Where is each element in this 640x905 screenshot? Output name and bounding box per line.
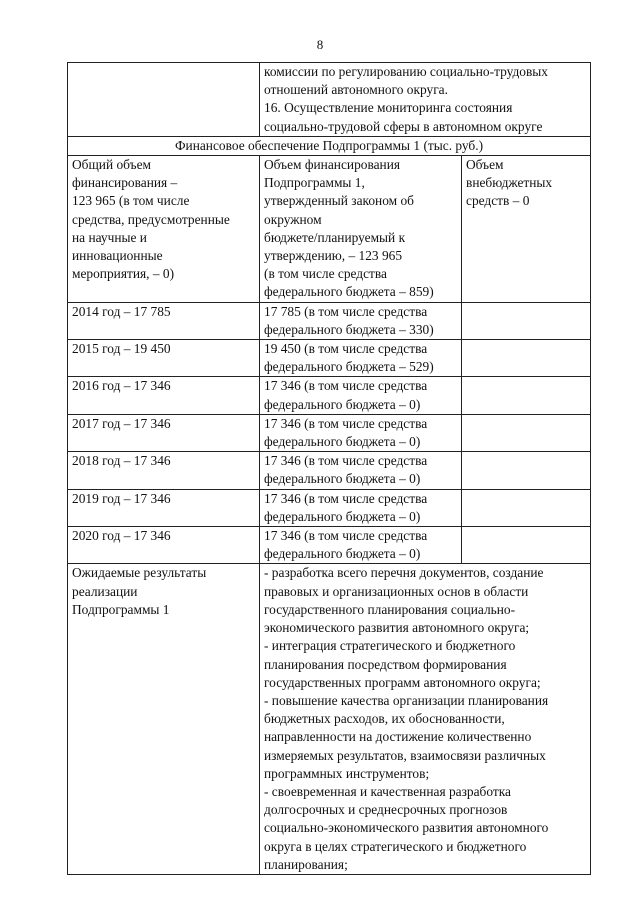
year-budget-text: 17 785 (в том числе средства федерального бюджета – 330) — [264, 303, 434, 337]
activities-line: комиссии по регулированию социально-трудовых — [264, 64, 548, 79]
expected-results-label-cell — [68, 564, 260, 874]
year-row — [68, 527, 591, 564]
activities-line: социально-трудовой сферы в автономном округе — [264, 118, 543, 134]
activities-line: отношений автономного округа. — [264, 82, 448, 98]
year-budget-cell — [260, 414, 462, 451]
budget-financing-cell — [260, 156, 462, 303]
year-total-cell: 2016 год – 17 346 — [68, 377, 260, 414]
budget-financing-text: Объем финансирования Подпрограммы 1, утвержденный законом об окружном бюджете/планируемый к утверждению, – 123 965 (в том числе средства федерального бюджета – 859) — [264, 157, 434, 300]
year-extrabudgetary-cell — [462, 302, 591, 339]
year-total-cell: 2019 год – 17 346 — [68, 489, 260, 526]
extrabudgetary-text: Объем внебюджетных средств – 0 — [466, 157, 553, 209]
year-budget-text: 17 346 (в том числе средства федерального бюджета – 0) — [264, 453, 428, 487]
total-financing-cell — [68, 156, 260, 303]
year-budget-cell — [260, 527, 462, 564]
year-extrabudgetary-cell — [462, 452, 591, 489]
activities-continuation-row — [68, 63, 591, 137]
year-budget-text: 17 346 (в том числе средства федерального бюджета – 0) — [264, 528, 428, 562]
year-extrabudgetary-cell — [462, 414, 591, 451]
year-budget-cell — [260, 302, 462, 339]
financing-total-row — [68, 156, 591, 303]
year-extrabudgetary-cell — [462, 377, 591, 414]
year-row — [68, 489, 591, 526]
year-budget-cell — [260, 340, 462, 377]
year-budget-cell — [260, 377, 462, 414]
expected-results-row — [68, 564, 591, 874]
activities-line: 16. Осуществление мониторинга состояния — [264, 100, 513, 116]
year-total-cell: 2015 год – 19 450 — [68, 340, 260, 377]
year-row — [68, 340, 591, 377]
year-budget-text: 19 450 (в том числе средства федерального бюджета – 529) — [264, 341, 434, 375]
year-budget-text: 17 346 (в том числе средства федерального бюджета – 0) — [264, 415, 428, 450]
year-extrabudgetary-cell — [462, 489, 591, 526]
expected-results-text: - разработка всего перечня документов, создание правовых и организационных основ в области государственного планирования социально- экономического развития автономного округа; - интеграция стратегического и бюджетного планирования посредством формирования государственных программ автономного округа; - повышение качества организации планирования бюджетных расходов, их обоснованности, направленности на достижение количественно измеряемых результатов, взаимосвязи различных программных инструментов; - своевременная и качественная разработка долгосрочных и среднесрочных прогнозов социально-экономического развития автономного округа в целях стратегического и бюджетного планирования; — [264, 565, 549, 872]
activities-continuation-cell — [260, 63, 591, 137]
empty-label-cell — [68, 63, 260, 137]
year-row — [68, 414, 591, 451]
expected-results-cell — [260, 564, 591, 874]
year-total-cell: 2017 год – 17 346 — [68, 414, 260, 451]
year-budget-cell — [260, 452, 462, 489]
subprogram-passport-table — [67, 62, 591, 875]
page-number: 8 — [316, 37, 324, 52]
year-total-cell: 2014 год – 17 785 — [68, 302, 260, 339]
financing-header: Финансовое обеспечение Подпрограммы 1 (тыс. руб.) — [68, 136, 591, 155]
year-extrabudgetary-cell — [462, 527, 591, 564]
year-extrabudgetary-cell — [462, 340, 591, 377]
extrabudgetary-cell — [462, 156, 591, 303]
year-row — [68, 302, 591, 339]
total-financing-text: Общий объем финансирования – 123 965 (в том числе средства, предусмотренные на научные и инновационные мероприятия, – 0) — [72, 157, 230, 282]
year-total-cell: 2020 год – 17 346 — [68, 527, 260, 564]
year-row — [68, 377, 591, 414]
expected-results-label: Ожидаемые результаты реализации Подпрограммы 1 — [72, 565, 207, 617]
year-budget-text: 17 346 (в том числе средства федерального бюджета – 0) — [264, 490, 428, 524]
financing-header-row — [68, 136, 591, 155]
year-total-cell: 2018 год – 17 346 — [68, 452, 260, 489]
year-budget-text: 17 346 (в том числе средства федерального бюджета – 0) — [264, 378, 428, 412]
year-row — [68, 452, 591, 489]
year-budget-cell — [260, 489, 462, 526]
